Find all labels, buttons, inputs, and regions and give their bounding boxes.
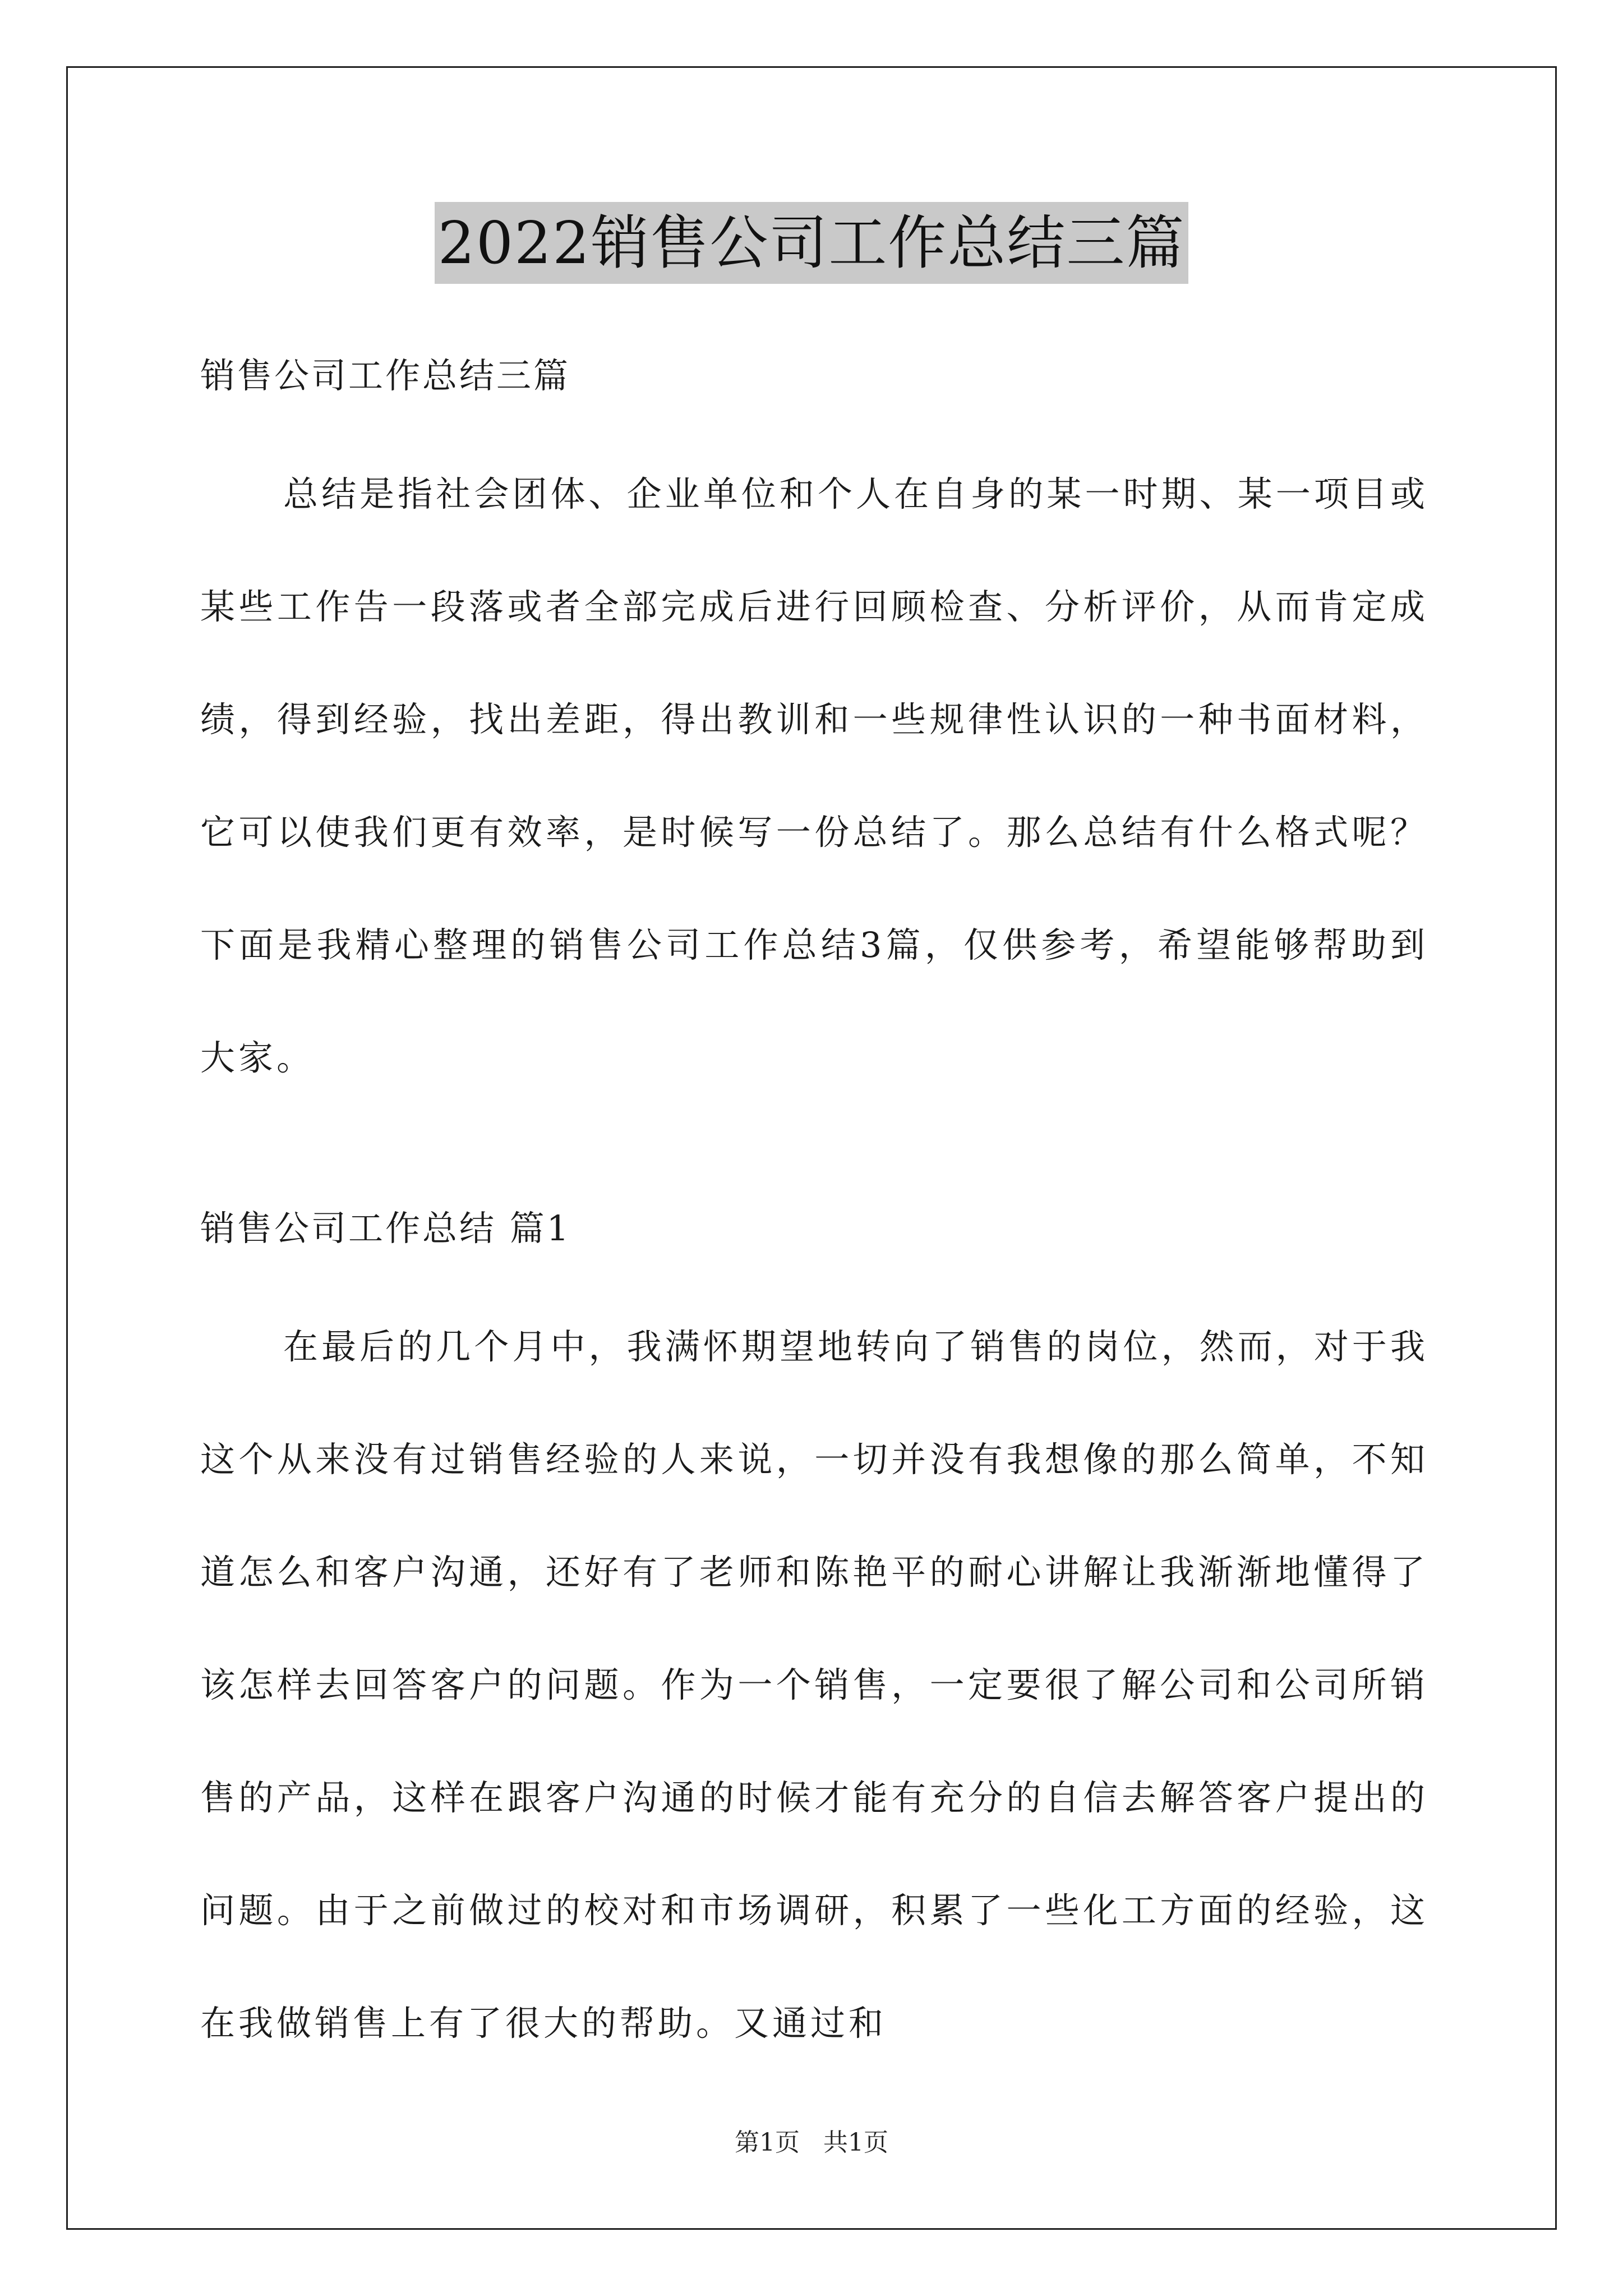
intro-paragraph: 总结是指社会团体、企业单位和个人在自身的某一时期、某一项目或某些工作告一段落或者全部完成后进行回顾检查、分析评价，从而肯定成绩，得到经验，找出差距，得出教训和一些规律性认识的一种书面材料，它可以使我们更有效率，是时候写一份总结了。那么总结有什么格式呢？下面是我精心整理的销售公司工作总结3篇，仅供参考，希望能够帮助到大家。 bbox=[200, 473, 1428, 1078]
title-container bbox=[0, 202, 1623, 284]
section-paragraph: 在最后的几个月中，我满怀期望地转向了销售的岗位，然而，对于我这个从来没有过销售经验的人来说，一切并没有我想像的那么简单，不知道怎么和客户沟通，还好有了老师和陈艳平的耐心讲解让我渐渐地懂得了该怎样去回答客户的问题。作为一个销售，一定要很了解公司和公司所销售的产品，这样在跟客户沟通的时候才能有充分的自信去解答客户提出的问题。由于之前做过的校对和市场调研，积累了一些化工方面的经验，这在我做销售上有了很大的帮助。又通过和 bbox=[200, 1326, 1428, 2044]
document-subtitle: 销售公司工作总结三篇 bbox=[200, 355, 571, 396]
section-heading: 销售公司工作总结 篇1 bbox=[200, 1208, 571, 1249]
page-footer: 第1页 共1页 bbox=[735, 2128, 888, 2157]
document-title: 2022销售公司工作总结三篇 bbox=[435, 202, 1189, 284]
